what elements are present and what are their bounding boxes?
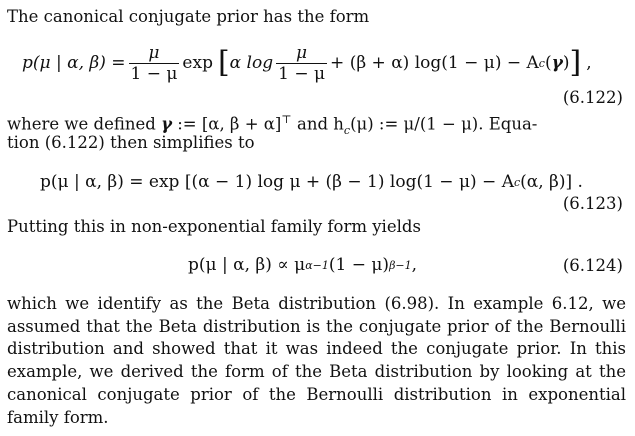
eq-6-122-exp: exp: [182, 53, 213, 73]
eq-6-124-exponent-1: α−1: [305, 258, 329, 272]
eq-6-122-frac1-numerator: μ: [148, 42, 160, 63]
where-part-3: and h: [291, 114, 344, 134]
equation-6-123: [40, 170, 583, 194]
body-paragraph: which we identify as the Beta distribution (6.98). In example 6.12, we assumed that the Beta distribution is the conjugate prior of the Bernoulli distribution and showed that it was indeed the conjugate prior. In this example, we derived the form of the Beta distribution by looking at the canonical conjugate prior of the Bernoulli distribution in exponential family form.: [7, 294, 626, 427]
eq-6-122-paren-open: (: [544, 53, 552, 73]
where-subscript-c: c: [343, 123, 351, 137]
eq-6-122-close-bracket: ]: [569, 45, 582, 80]
eq-6-124-body: p(μ | α, β) ∝ μ: [188, 255, 306, 275]
eq-6-122-paren-close: ): [562, 53, 570, 73]
eq-6-122-alpha-log: α log: [229, 53, 274, 73]
equation-number-6-122: (6.122): [562, 88, 623, 107]
eq-6-122-fraction-2: [276, 43, 327, 84]
equation-number-6-124: (6.124): [562, 256, 623, 275]
eq-6-123-subscript-c: c: [513, 175, 521, 189]
eq-6-122-frac1-denominator: 1 − μ: [130, 63, 178, 84]
eq-6-122-frac2-denominator: 1 − μ: [278, 63, 326, 84]
eq-6-124-mid: (1 − μ): [328, 255, 390, 275]
eq-6-124-exponent-2: β−1: [389, 258, 412, 272]
eq-6-122-trailing-comma: ,: [586, 53, 592, 73]
where-part-4: (μ) := μ/(1 − μ). Equa-: [350, 114, 538, 134]
eq-6-122-gamma: γ: [551, 53, 563, 73]
eq-6-122-subscript-c: c: [538, 56, 545, 70]
eq-6-123-body: p(μ | α, β) = exp [(α − 1) log μ + (β − 1) log(1 − μ) − A: [40, 172, 514, 192]
equation-simplifies-line: tion (6.122) then simplifies to: [7, 133, 255, 152]
equation-number-6-123: (6.123): [562, 194, 623, 213]
intro-text: The canonical conjugate prior has the form: [7, 7, 370, 26]
where-part-1: where we defined: [7, 114, 162, 134]
eq-6-122-middle: + (β + α) log(1 − μ) − A: [330, 53, 539, 73]
eq-6-124-tail: ,: [411, 255, 418, 275]
eq-6-122-frac2-numerator: μ: [296, 42, 308, 63]
where-gamma: γ: [161, 114, 172, 134]
eq-6-122-open-bracket: [: [217, 45, 230, 80]
eq-6-122-lhs: p(μ | α, β) =: [22, 53, 126, 73]
equation-6-122: [22, 40, 592, 86]
where-transpose: ⊤: [281, 113, 292, 126]
where-part-2: := [α, β + α]: [171, 114, 282, 134]
putting-text: Putting this in non-exponential family form yields: [7, 217, 421, 236]
eq-6-123-tail: (α, β)] .: [520, 172, 583, 192]
equation-6-124: [188, 253, 417, 277]
eq-6-122-fraction-1: [129, 43, 180, 84]
